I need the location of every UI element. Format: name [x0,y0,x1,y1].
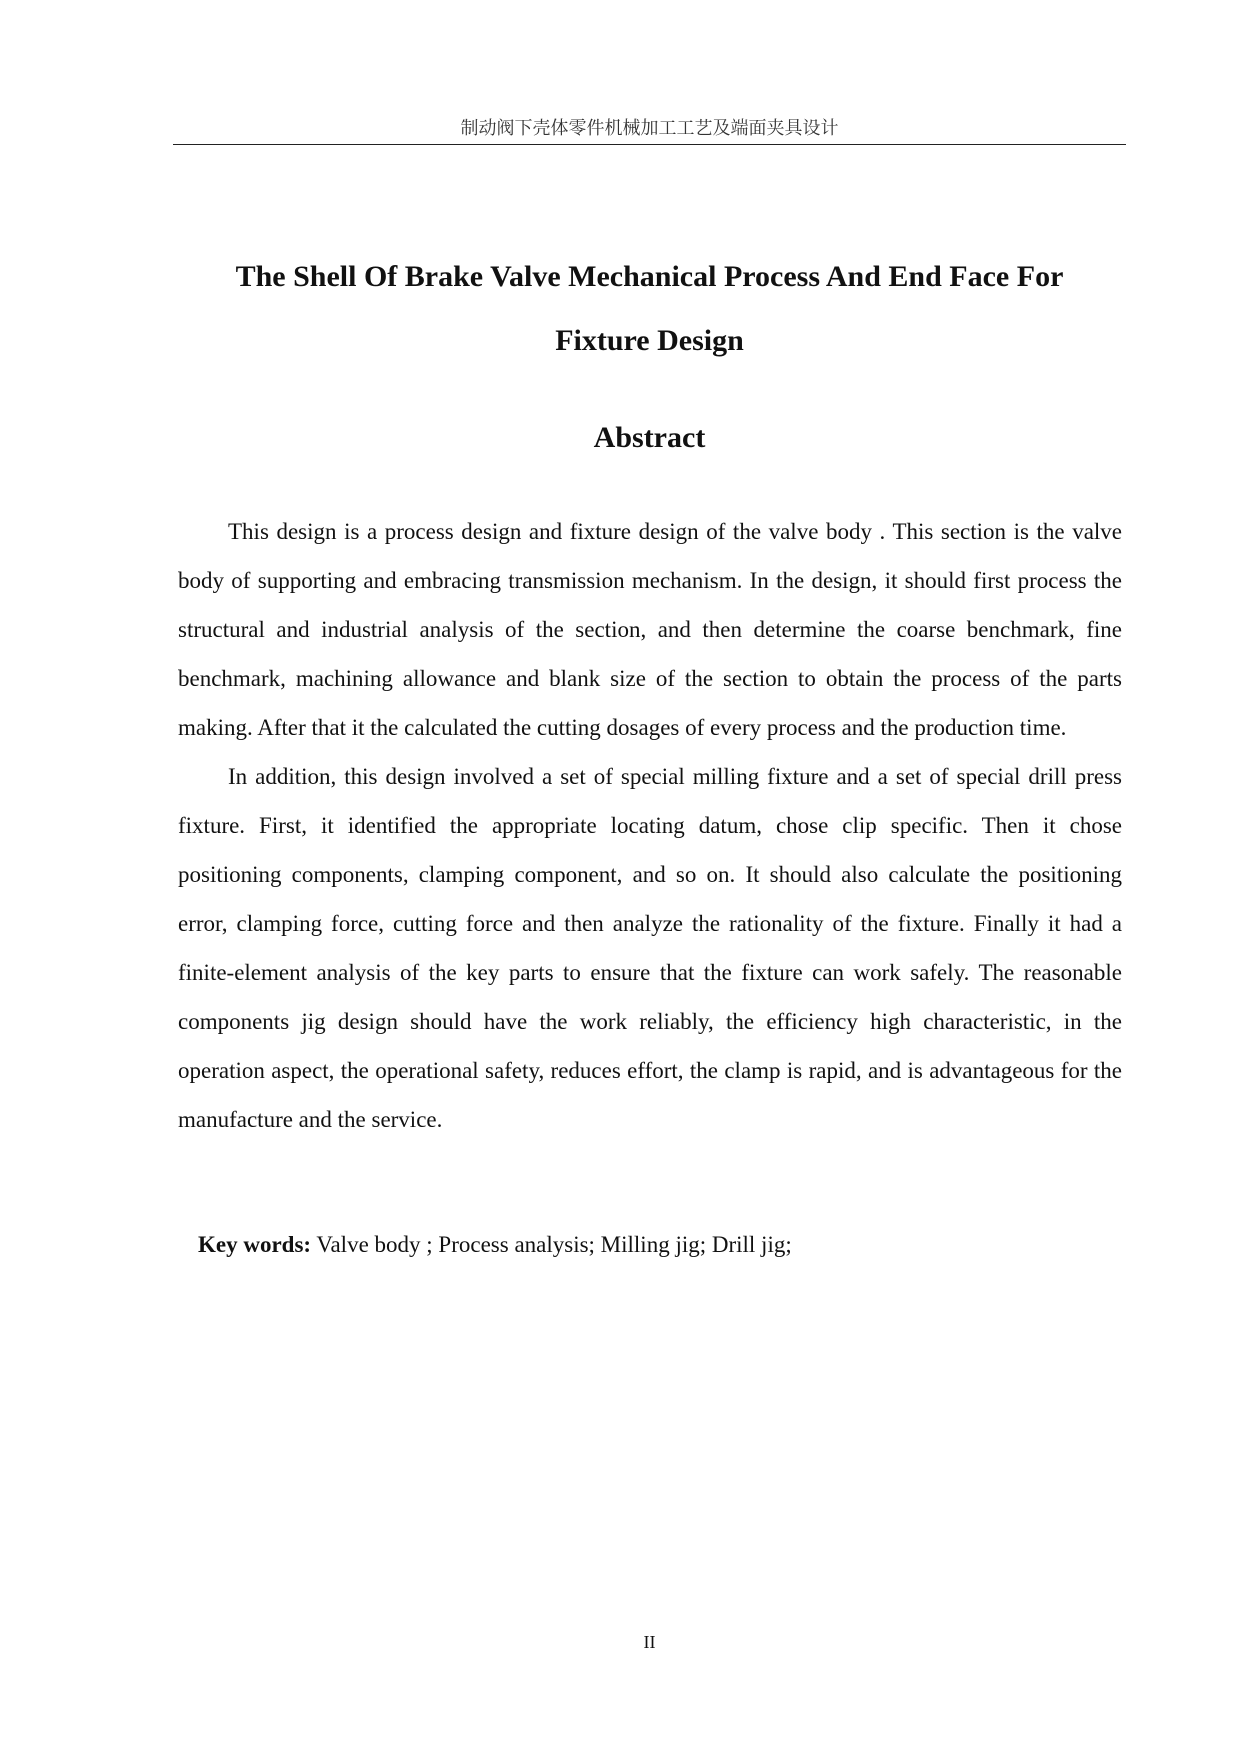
keywords [198,1225,1098,1265]
abstract-paragraph-2: In addition, this design involved a set of special milling fixture and a set of special drill press fixture. First, it identified the appropriate locating datum, chose clip specific. Then it chose positioning components, clamping component, and so on. It should also calculate the positioning error, clamping force, cutting force and then analyze the rationality of the fixture. Finally it had a finite-element analysis of the key parts to ensure that the fixture can work safely. The reasonable components jig design should have the work reliably, the efficiency high characteristic, in the operation aspect, the operational safety, reduces effort, the clamp is rapid, and is advantageous for the manufacture and the service. [178,764,1122,1132]
title-line-1: The Shell Of Brake Valve Mechanical Process And End Face For [235,260,1064,293]
title-line-2: Fixture Design [555,324,744,357]
page-number: II [643,1632,656,1652]
document-title [173,245,1126,373]
header-divider [173,144,1126,145]
keywords-label: Key words: [198,1232,312,1257]
abstract-body [178,507,1122,1144]
abstract-paragraph-1: This design is a process design and fixture design of the valve body . This section is the valve body of supporting and embracing transmission mechanism. In the design, it should first process the structural and industrial analysis of the section, and then determine the coarse benchmark, fine benchmark, machining allowance and blank size of the section to obtain the process of the parts making. After that it the calculated the cutting dosages of every process and the production time. [178,519,1122,740]
running-header: 制动阀下壳体零件机械加工工艺及端面夹具设计 [460,118,839,139]
keywords-value: Valve body ; Process analysis; Milling jig; Drill jig; [311,1232,792,1257]
abstract-heading: Abstract [593,421,706,454]
